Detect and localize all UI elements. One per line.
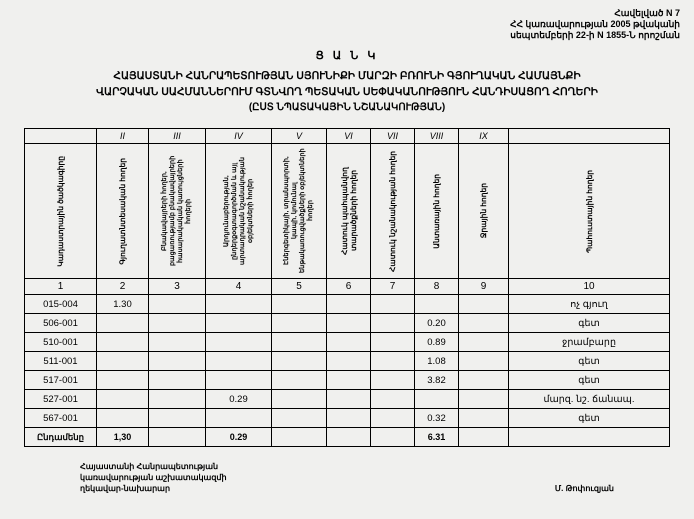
row-industrial: 0.29 bbox=[206, 390, 272, 409]
total-note bbox=[509, 428, 670, 447]
roman-col-6: VI bbox=[327, 129, 371, 144]
row-note: ոչ գյուղ bbox=[509, 295, 670, 314]
row-forest bbox=[415, 295, 459, 314]
row-protected bbox=[327, 390, 371, 409]
row-forest: 0.89 bbox=[415, 333, 459, 352]
title-line-3: (ԸՍՏ ՆՊԱՏԱԿԱՅԻՆ ՆՇԱՆԱԿՈՒԹՅԱՆ) bbox=[248, 102, 446, 113]
num-col-7: 7 bbox=[371, 279, 415, 295]
header-industrial-land-label: Արդյունաբերության, ընդերքօգտագործման և այլ արտադրական նշանակության օբյեկտների հողեր bbox=[222, 157, 254, 266]
header-cadastral-code bbox=[25, 144, 97, 279]
row-agricultural bbox=[97, 371, 149, 390]
num-col-1: 1 bbox=[25, 279, 97, 295]
header-cadastral-code-label: Կադաստրային ծածկագիրը bbox=[56, 155, 65, 267]
annex-number: Հավելված N 7 bbox=[614, 8, 680, 18]
row-special bbox=[371, 333, 415, 352]
table-row bbox=[25, 295, 670, 314]
roman-col-10 bbox=[509, 129, 670, 144]
roman-col-4: IV bbox=[206, 129, 272, 144]
row-agricultural bbox=[97, 333, 149, 352]
row-settlement bbox=[149, 352, 206, 371]
row-note: ջրամբարը bbox=[509, 333, 670, 352]
signatory-title bbox=[80, 461, 380, 494]
title-line-2: ՎԱՐՉԱԿԱՆ ՍԱՀՄԱՆՆԵՐՈՒՄ ԳՏՆՎՈՂ ՊԵՏԱԿԱՆ ՍԵՓԱԿԱՆՈՒԹՅՈՒՆ ՀԱՆԴԻՍԱՑՈՂ ՀՈՂԵՐԻ bbox=[96, 86, 598, 98]
total-settlement bbox=[149, 428, 206, 447]
table-row bbox=[25, 333, 670, 352]
row-agricultural bbox=[97, 352, 149, 371]
total-water bbox=[459, 428, 509, 447]
table-vertical-header-row bbox=[25, 144, 670, 279]
roman-col-9: IX bbox=[459, 129, 509, 144]
row-agricultural bbox=[97, 409, 149, 428]
row-industrial bbox=[206, 352, 272, 371]
row-energy-transport bbox=[272, 314, 327, 333]
header-special-purpose-land bbox=[371, 144, 415, 279]
row-settlement bbox=[149, 371, 206, 390]
row-note: գետ bbox=[509, 352, 670, 371]
row-forest: 1.08 bbox=[415, 352, 459, 371]
num-col-4: 4 bbox=[206, 279, 272, 295]
total-energy-transport bbox=[272, 428, 327, 447]
row-code: 015-004 bbox=[25, 295, 97, 314]
table-roman-header-row bbox=[25, 129, 670, 144]
total-label: Ընդամենը bbox=[25, 428, 97, 447]
header-agricultural-land bbox=[97, 144, 149, 279]
total-agricultural: 1,30 bbox=[97, 428, 149, 447]
row-protected bbox=[327, 314, 371, 333]
row-special bbox=[371, 371, 415, 390]
row-water bbox=[459, 409, 509, 428]
document-kind: Ց Ա Ն Կ bbox=[315, 50, 379, 62]
row-special bbox=[371, 352, 415, 371]
document-annex-header bbox=[0, 0, 694, 41]
table-total-row bbox=[25, 428, 670, 447]
table-row bbox=[25, 371, 670, 390]
table-row bbox=[25, 314, 670, 333]
header-forest-land bbox=[415, 144, 459, 279]
row-protected bbox=[327, 295, 371, 314]
roman-col-1 bbox=[25, 129, 97, 144]
row-protected bbox=[327, 333, 371, 352]
row-special bbox=[371, 314, 415, 333]
row-industrial bbox=[206, 409, 272, 428]
row-settlement bbox=[149, 409, 206, 428]
row-forest: 0.32 bbox=[415, 409, 459, 428]
row-protected bbox=[327, 409, 371, 428]
row-note: մարզ. նշ. ճանապ. bbox=[509, 390, 670, 409]
row-forest: 3.82 bbox=[415, 371, 459, 390]
header-water-land-label: Ջրային հողեր bbox=[479, 183, 488, 239]
row-code: 511-001 bbox=[25, 352, 97, 371]
row-special bbox=[371, 390, 415, 409]
header-special-purpose-land-label: Հատուկ նշանակության հողեր bbox=[388, 150, 397, 272]
signatory-name: Մ. Թոփուզյան bbox=[554, 484, 614, 493]
row-industrial bbox=[206, 295, 272, 314]
num-col-2: 2 bbox=[97, 279, 149, 295]
row-code: 517-001 bbox=[25, 371, 97, 390]
roman-col-7: VII bbox=[371, 129, 415, 144]
total-protected bbox=[327, 428, 371, 447]
row-settlement bbox=[149, 295, 206, 314]
total-forest: 6.31 bbox=[415, 428, 459, 447]
row-energy-transport bbox=[272, 390, 327, 409]
row-forest bbox=[415, 390, 459, 409]
document-footer bbox=[0, 461, 694, 513]
table-row bbox=[25, 409, 670, 428]
signatory-title-line-3: ղեկավար-նախարար bbox=[80, 484, 171, 493]
row-water bbox=[459, 295, 509, 314]
row-note: գետ bbox=[509, 314, 670, 333]
row-special bbox=[371, 295, 415, 314]
header-industrial-land bbox=[206, 144, 272, 279]
roman-col-8: VIII bbox=[415, 129, 459, 144]
row-forest: 0.20 bbox=[415, 314, 459, 333]
header-forest-land-label: Անտառային հողեր bbox=[432, 173, 441, 249]
num-col-3: 3 bbox=[149, 279, 206, 295]
num-col-10: 10 bbox=[509, 279, 670, 295]
row-code: 510-001 bbox=[25, 333, 97, 352]
decision-line-1: ՀՀ կառավարության 2005 թվականի bbox=[510, 19, 680, 29]
total-special bbox=[371, 428, 415, 447]
table-row bbox=[25, 352, 670, 371]
row-settlement bbox=[149, 390, 206, 409]
signatory-title-line-1: Հայաստանի Հանրապետության bbox=[80, 462, 219, 471]
header-energy-transport-land bbox=[272, 144, 327, 279]
row-code: 567-001 bbox=[25, 409, 97, 428]
row-agricultural bbox=[97, 390, 149, 409]
title-line-1: ՀԱՅԱՍՏԱՆԻ ՀԱՆՐԱՊԵՏՈՒԹՅԱՆ ՍՅՈՒՆԻՔԻ ՄԱՐԶԻ ԲՌՈՒՆԻ ԳՅՈՒՂԱԿԱՆ ՀԱՄԱՅՆՔԻ bbox=[113, 70, 581, 82]
total-industrial: 0.29 bbox=[206, 428, 272, 447]
roman-col-2: II bbox=[97, 129, 149, 144]
row-water bbox=[459, 352, 509, 371]
row-settlement bbox=[149, 333, 206, 352]
row-settlement bbox=[149, 314, 206, 333]
row-energy-transport bbox=[272, 409, 327, 428]
table-row bbox=[25, 390, 670, 409]
row-water bbox=[459, 333, 509, 352]
row-energy-transport bbox=[272, 371, 327, 390]
row-water bbox=[459, 390, 509, 409]
decision-line-2: սեպտեմբերի 22-ի N 1855-Ն որոշման bbox=[510, 30, 680, 40]
table-number-row bbox=[25, 279, 670, 295]
header-protected-areas-land bbox=[327, 144, 371, 279]
row-industrial bbox=[206, 371, 272, 390]
row-water bbox=[459, 314, 509, 333]
roman-col-5: V bbox=[272, 129, 327, 144]
row-protected bbox=[327, 352, 371, 371]
header-reserve-land-label: Պահուստային հողեր bbox=[584, 169, 594, 253]
header-water-land bbox=[459, 144, 509, 279]
header-agricultural-land-label: Գյուղատնտեսական հողեր bbox=[118, 157, 127, 265]
row-code: 506-001 bbox=[25, 314, 97, 333]
header-settlement-land-label: Բնակավայրերի հողեր, բացառությամբ բնակավայրերի հասարակական կառույցների հողերի bbox=[161, 155, 192, 267]
roman-col-3: III bbox=[149, 129, 206, 144]
page-title bbox=[24, 68, 670, 116]
header-energy-transport-land-label: Էներգետիկայի, տրանսպորտի, կապի, կոմունալ ենթակառուցվածքների օբյեկտների հողեր bbox=[283, 148, 314, 274]
row-energy-transport bbox=[272, 295, 327, 314]
num-col-6: 6 bbox=[327, 279, 371, 295]
row-agricultural bbox=[97, 314, 149, 333]
num-col-5: 5 bbox=[272, 279, 327, 295]
row-industrial bbox=[206, 333, 272, 352]
row-note: գետ bbox=[509, 409, 670, 428]
row-water bbox=[459, 371, 509, 390]
signatory-title-line-2: կառավարության աշխատակազմի bbox=[80, 473, 227, 482]
land-inventory-table bbox=[24, 128, 670, 447]
row-note: գետ bbox=[509, 371, 670, 390]
row-agricultural: 1.30 bbox=[97, 295, 149, 314]
row-energy-transport bbox=[272, 333, 327, 352]
header-reserve-land bbox=[509, 144, 670, 279]
num-col-9: 9 bbox=[459, 279, 509, 295]
row-protected bbox=[327, 371, 371, 390]
row-industrial bbox=[206, 314, 272, 333]
row-special bbox=[371, 409, 415, 428]
header-protected-areas-land-label: Հատուկ պահպանվող տարածքների հողեր bbox=[339, 167, 358, 255]
row-energy-transport bbox=[272, 352, 327, 371]
row-code: 527-001 bbox=[25, 390, 97, 409]
header-settlement-land bbox=[149, 144, 206, 279]
num-col-8: 8 bbox=[415, 279, 459, 295]
